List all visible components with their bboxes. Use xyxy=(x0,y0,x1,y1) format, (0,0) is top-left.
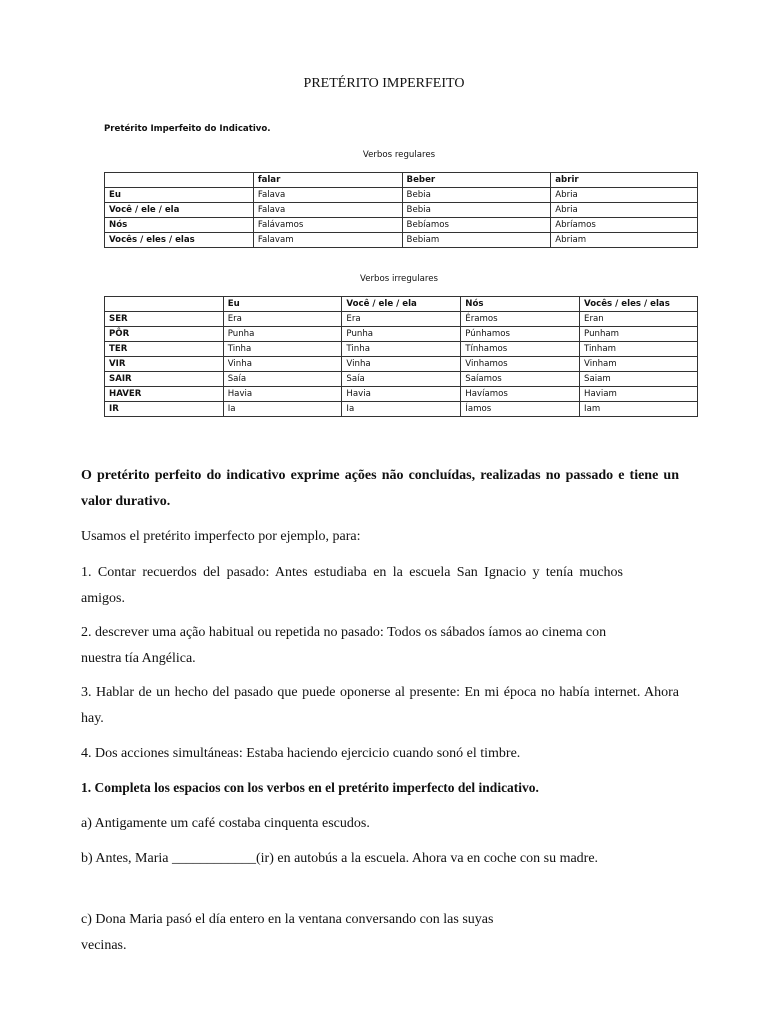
table-row xyxy=(105,372,698,387)
section-subtitle: Pretérito Imperfeito do Indicativo. xyxy=(104,124,271,134)
table-cell: Abriam xyxy=(551,233,698,248)
irregular-verbs-table xyxy=(104,296,698,417)
irregular-verbs-caption: Verbos irregulares xyxy=(359,274,439,284)
table-cell: Saiam xyxy=(580,372,698,387)
use-item-3: 3. Hablar de un hecho del pasado que puede oponerse al presente: En mi época no había internet. Ahora hay. xyxy=(81,685,679,726)
table-header-cell: falar xyxy=(253,173,402,188)
table-cell: Bebiam xyxy=(402,233,551,248)
table-cell: Punha xyxy=(223,327,342,342)
intro-paragraph: Usamos el pretérito imperfecto por ejemplo, para: xyxy=(81,529,361,544)
table-row xyxy=(105,218,698,233)
table-cell: Abríamos xyxy=(551,218,698,233)
table-cell: Bebia xyxy=(402,203,551,218)
table-row xyxy=(105,327,698,342)
table-cell: Haviam xyxy=(580,387,698,402)
table-cell: Punham xyxy=(580,327,698,342)
row-label: HAVER xyxy=(105,387,224,402)
row-label: Você / ele / ela xyxy=(105,203,254,218)
exercise-b: b) Antes, Maria ____________(ir) en autobús a la escuela. Ahora va en coche con su madre. xyxy=(81,851,599,866)
table-cell: Falava xyxy=(253,188,402,203)
row-label: SER xyxy=(105,312,224,327)
table-cell: Havia xyxy=(223,387,342,402)
exercise-a: a) Antigamente um café costaba cinquenta escudos. xyxy=(81,816,370,831)
table-cell: Abria xyxy=(551,203,698,218)
table-header-cell: Eu xyxy=(223,297,342,312)
table-cell: Vinha xyxy=(342,357,461,372)
use-item-4: 4. Dos acciones simultáneas: Estaba haciendo ejercicio cuando sonó el timbre. xyxy=(81,746,521,761)
table-cell: Punha xyxy=(342,327,461,342)
table-cell: Falava xyxy=(253,203,402,218)
table-cell: Saía xyxy=(223,372,342,387)
table-cell: Era xyxy=(223,312,342,327)
row-label: IR xyxy=(105,402,224,417)
table-cell: Púnhamos xyxy=(461,327,580,342)
table-cell: Ia xyxy=(223,402,342,417)
table-header-cell: Você / ele / ela xyxy=(342,297,461,312)
exercise-title: 1. Completa los espacios con los verbos en el pretérito imperfecto del indicativo. xyxy=(81,780,539,795)
table-cell: Bebíamos xyxy=(402,218,551,233)
table-cell: Eran xyxy=(580,312,698,327)
row-label: TER xyxy=(105,342,224,357)
row-label: Vocês / eles / elas xyxy=(105,233,254,248)
table-header-cell: Vocês / eles / elas xyxy=(580,297,698,312)
table-row xyxy=(105,387,698,402)
table-cell: Tinha xyxy=(223,342,342,357)
row-label: Nós xyxy=(105,218,254,233)
table-row xyxy=(105,342,698,357)
table-row xyxy=(105,312,698,327)
table-cell: Tinham xyxy=(580,342,698,357)
row-label: SAIR xyxy=(105,372,224,387)
table-cell: Tínhamos xyxy=(461,342,580,357)
table-cell: Éramos xyxy=(461,312,580,327)
use-item-2: 2. descrever uma ação habitual ou repetida no pasado: Todos os sábados íamos ao cinema con nuestra tía Angélica. xyxy=(81,625,607,666)
table-cell: Iam xyxy=(580,402,698,417)
exercise-c: c) Dona Maria pasó el día entero en la ventana conversando con las suyas vecinas. xyxy=(81,912,494,953)
table-cell: Íamos xyxy=(461,402,580,417)
table-cell: Vinha xyxy=(223,357,342,372)
table-row xyxy=(105,233,698,248)
table-row xyxy=(105,203,698,218)
table-cell: Vinhamos xyxy=(461,357,580,372)
regular-verbs-table xyxy=(104,172,698,248)
table-header-cell: Beber xyxy=(402,173,551,188)
table-cell: Havia xyxy=(342,387,461,402)
page-title: PRETÉRITO IMPERFEITO xyxy=(303,76,465,91)
table-row xyxy=(105,357,698,372)
table-header-row xyxy=(105,297,698,312)
table-cell: Falavam xyxy=(253,233,402,248)
regular-verbs-caption: Verbos regulares xyxy=(362,150,436,160)
use-item-1: 1. Contar recuerdos del pasado: Antes estudiaba en la escuela San Ignacio y tenía muchos amigos. xyxy=(81,565,623,606)
table-cell: Ia xyxy=(342,402,461,417)
row-label: VIR xyxy=(105,357,224,372)
table-header-cell xyxy=(105,173,254,188)
row-label: Eu xyxy=(105,188,254,203)
table-cell: Saíamos xyxy=(461,372,580,387)
table-cell: Tinha xyxy=(342,342,461,357)
table-cell: Falávamos xyxy=(253,218,402,233)
table-header-cell: Nós xyxy=(461,297,580,312)
definition-paragraph: O pretérito perfeito do indicativo exprime ações não concluídas, realizadas no passado e tiene un valor durativo. xyxy=(81,468,679,509)
table-header-cell: abrir xyxy=(551,173,698,188)
table-header-row xyxy=(105,173,698,188)
table-cell: Havíamos xyxy=(461,387,580,402)
table-cell: Saía xyxy=(342,372,461,387)
row-label: PÔR xyxy=(105,327,224,342)
table-row xyxy=(105,188,698,203)
table-header-cell xyxy=(105,297,224,312)
table-cell: Vinham xyxy=(580,357,698,372)
table-cell: Bebia xyxy=(402,188,551,203)
table-row xyxy=(105,402,698,417)
table-cell: Era xyxy=(342,312,461,327)
table-cell: Abria xyxy=(551,188,698,203)
